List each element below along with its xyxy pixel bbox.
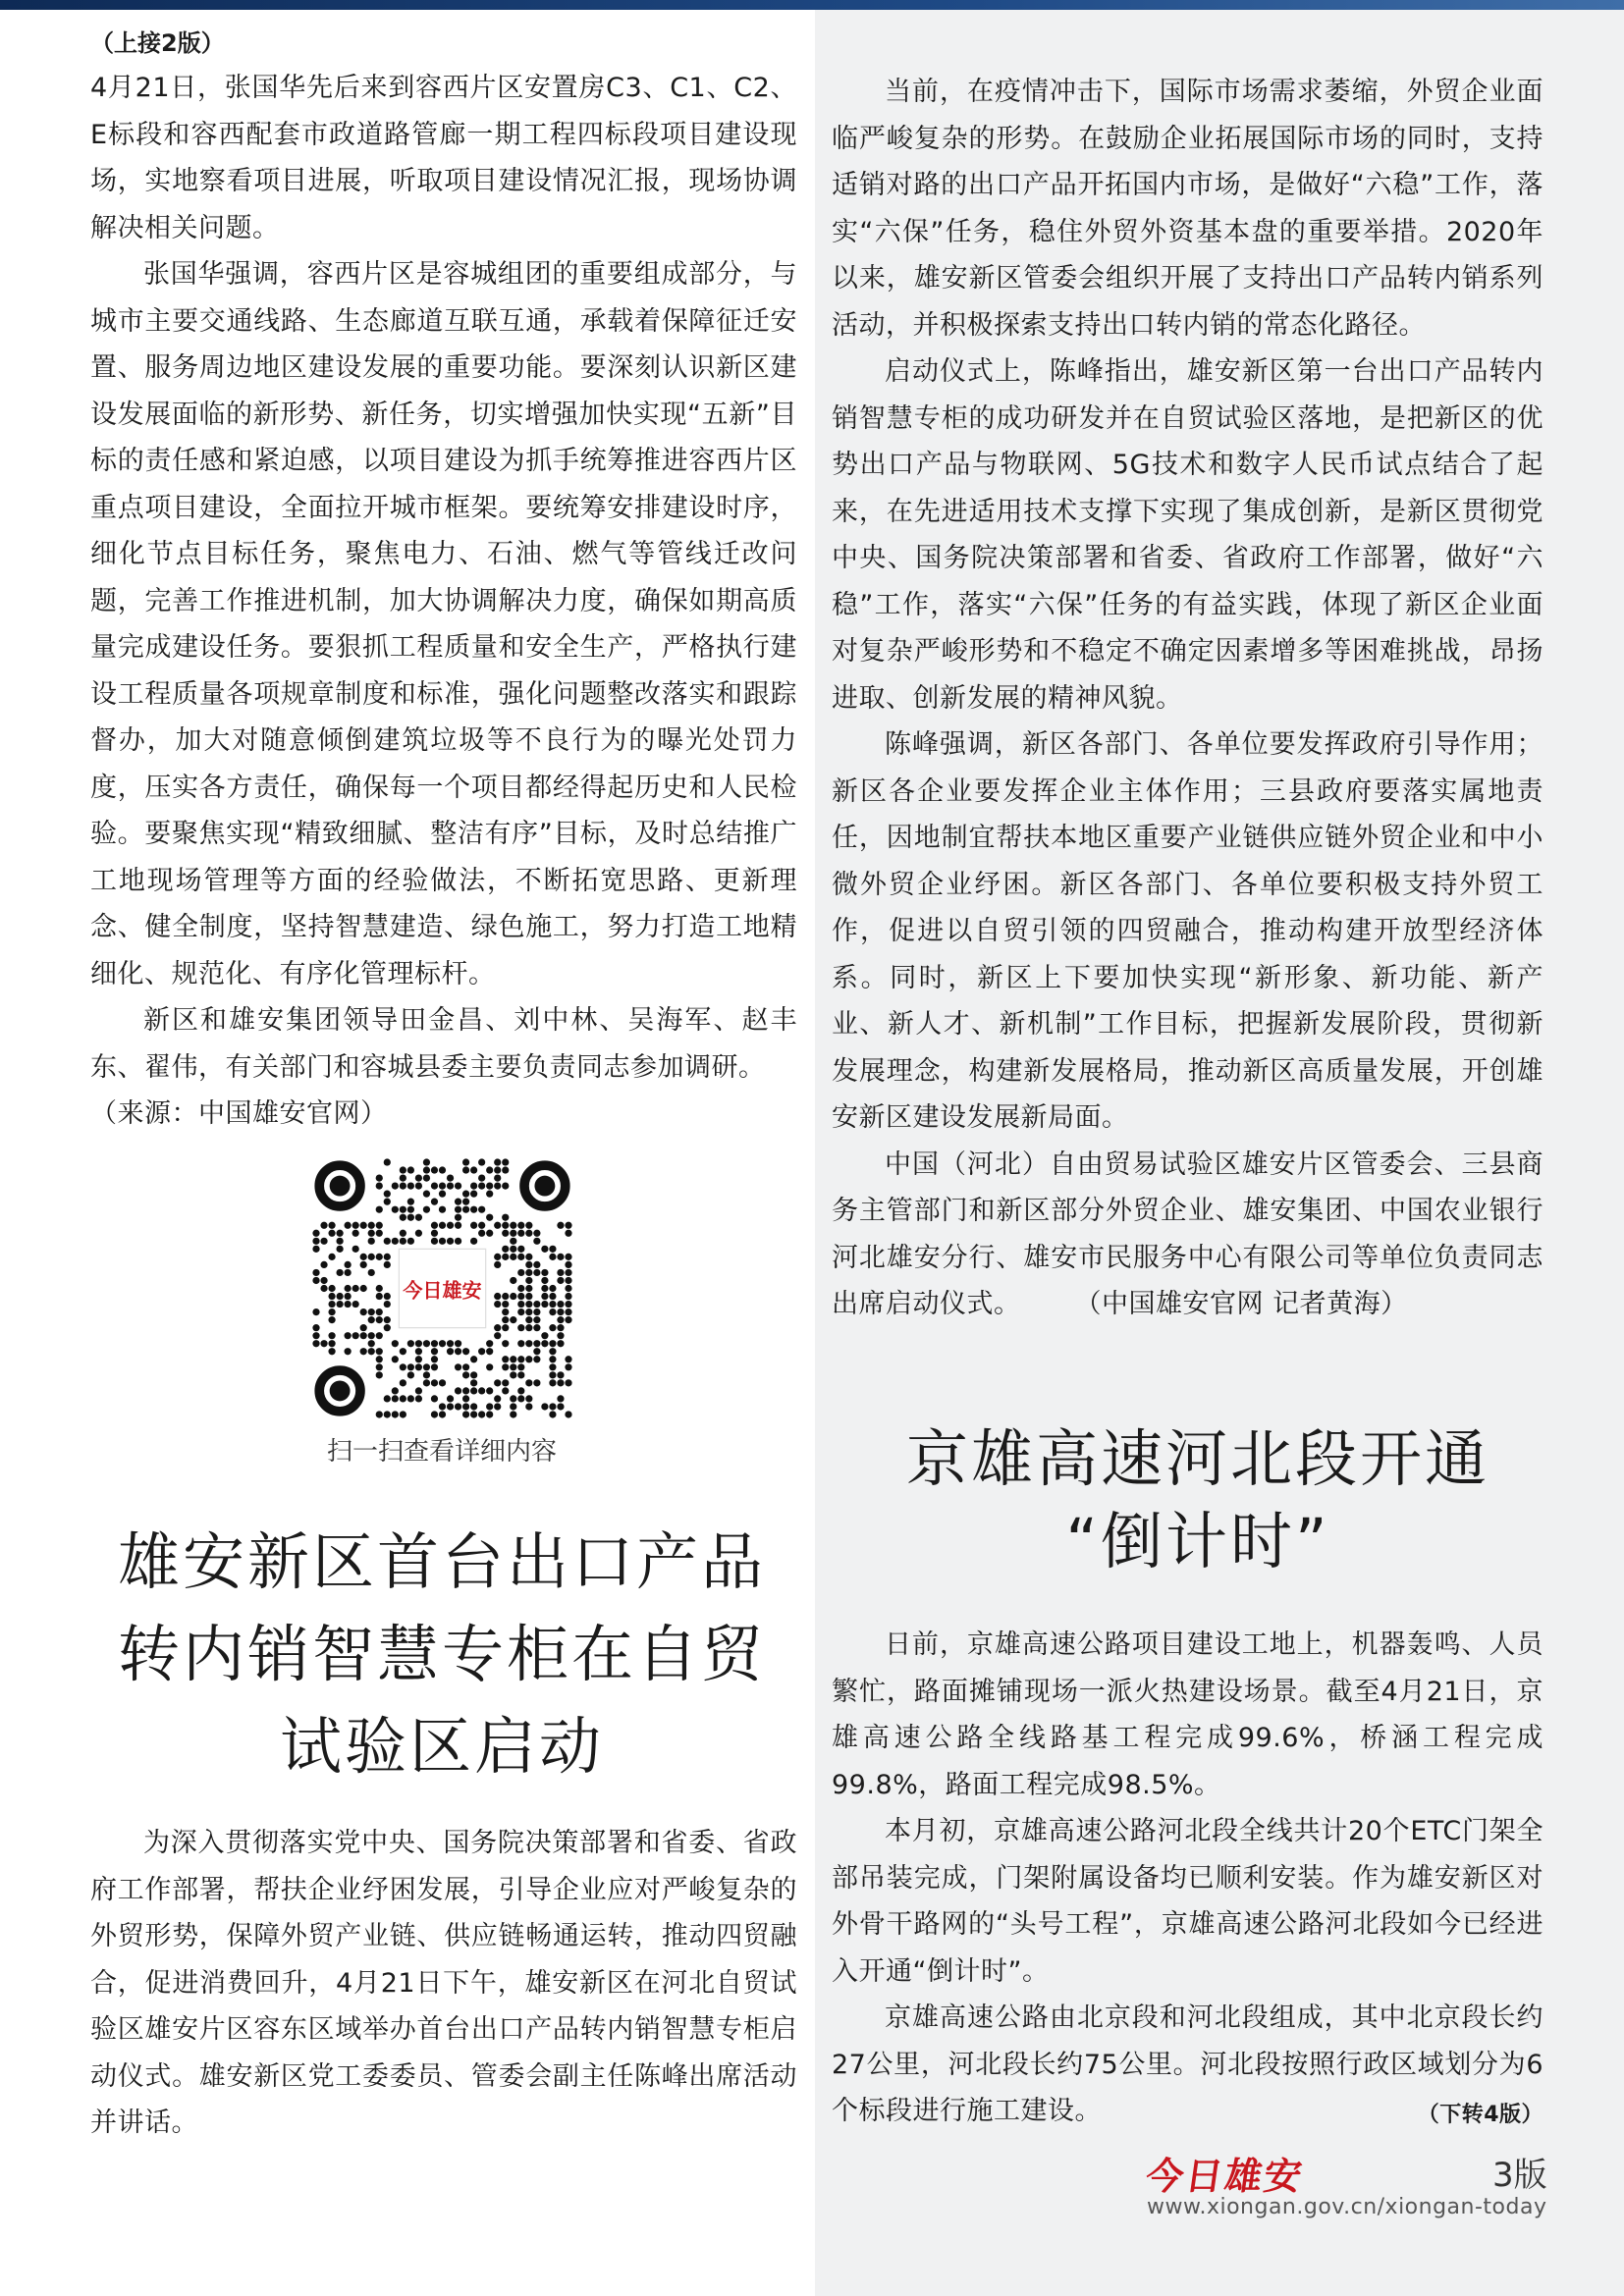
brand-logo: 今日雄安	[1143, 2154, 1307, 2198]
article1-paragraph: 张国华强调，容西片区是容城组团的重要组成部分，与城市主要交通线路、生态廊道互联互通，承载着保障征迁安置、服务周边地区建设发展的重要功能。要深刻认识新区建设发展面临的新形势、新任务，切实增强加快实现“五新”目标的责任感和紧迫感，以项目建设为抓手统筹推进容西片区重点项目建设，全面拉开城市框架。要统筹安排建设时序，细化节点目标任务，聚焦电力、石油、燃气等管线迁改问题，完善工作推进机制，加大协调解决力度，确保如期高质量完成建设任务。要狠抓工程质量和安全生产，严格执行建设工程质量各项规章制度和标准，强化问题整改落实和跟踪督办，加大对随意倾倒建筑垃圾等不良行为的曝光处罚力度，压实各方责任，确保每一个项目都经得起历史和人民检验。要聚焦实现“精致细腻、整洁有序”目标，及时总结推广工地现场管理等方面的经验做法，不断拓宽思路、更新理念、健全制度，坚持智慧建造、绿色施工，努力打造工地精细化、规范化、有序化管理标杆。	[90, 259, 797, 989]
article3-headline	[844, 1418, 1551, 1583]
qr-caption: 扫一扫查看详细内容	[326, 1437, 557, 1467]
article2-source: （中国雄安官网 记者黄海）	[1074, 1289, 1408, 1319]
qr-code-image	[312, 1158, 572, 1418]
article3-paragraph: 本月初，京雄高速公路河北段全线共计20个ETC门架全部吊装完成，门架附属设备均已顺利安装。作为雄安新区对外骨干路网的“头号工程”，京雄高速公路河北段如今已经进入开通“倒计时”。	[832, 1816, 1543, 1987]
headline-line: “倒计时”	[1065, 1506, 1330, 1577]
article2-body	[832, 69, 1543, 1328]
qr-code[interactable]	[312, 1158, 572, 1418]
continued-from-note: （上接2版）	[90, 29, 225, 57]
article2-intro	[90, 1820, 797, 2147]
site-url-link[interactable]: www.xiongan.gov.cn/xiongan-today	[1147, 2195, 1547, 2219]
article1-source: （来源：中国雄安官网）	[90, 1098, 388, 1129]
article3-paragraph: 日前，京雄高速公路项目建设工地上，机器轰鸣、人员繁忙，路面摊铺现场一派火热建设场景。截至4月21日，京雄高速公路全线路基工程完成99.6%，桥涵工程完成99.8%，路面工程完成98.5%。	[832, 1629, 1543, 1800]
article1-paragraph: 新区和雄安集团领导田金昌、刘中林、吴海军、赵丰东、翟伟，有关部门和容城县委主要负责同志参加调研。	[90, 1005, 797, 1083]
headline-line: 试验区启动	[280, 1711, 604, 1783]
headline-line: 转内销智慧专柜在自贸	[118, 1619, 766, 1690]
article2-paragraph	[832, 1142, 1543, 1328]
headline-line: 雄安新区首台出口产品	[118, 1526, 766, 1598]
headline-line: 京雄高速河北段开通	[906, 1423, 1489, 1495]
top-color-bar	[0, 0, 1624, 10]
article2-paragraph: 为深入贯彻落实党中央、国务院决策部署和省委、省政府工作部署，帮扶企业纾困发展，引导企业应对严峻复杂的外贸形势，保障外贸产业链、供应链畅通运转，推动四贸融合，促进消费回升，4月21日下午，雄安新区在河北自贸试验区雄安片区容东区域举办首台出口产品转内销智慧专柜启动仪式。雄安新区党工委委员、管委会副主任陈峰出席活动并讲话。	[90, 1828, 797, 2138]
continued-to-note: （下转4版）	[1417, 2103, 1543, 2127]
qr-center-logo: 今日雄安	[403, 1278, 482, 1303]
article2-paragraph: 启动仪式上，陈峰指出，雄安新区第一台出口产品转内销智慧专柜的成功研发并在自贸试验区落地，是把新区的优势出口产品与物联网、5G技术和数字人民币试点结合了起来，在先进适用技术支撑下实现了集成创新，是新区贯彻党中央、国务院决策部署和省委、省政府工作部署，做好“六稳”工作，落实“六保”任务的有益实践，体现了新区企业面对复杂严峻形势和不稳定不确定因素增多等困难挑战，昂扬进取、创新发展的精神风貌。	[832, 356, 1543, 714]
article3-body	[832, 1622, 1543, 2139]
page-number: 3版	[1492, 2156, 1547, 2195]
article3-last-text: 京雄高速公路由北京段和河北段组成，其中北京段长约27公里，河北段长约75公里。河北段按照行政区域划分为6个标段进行施工建设。	[832, 2002, 1543, 2126]
article2-headline	[79, 1517, 805, 1793]
article2-last-text: 中国（河北）自由贸易试验区雄安片区管委会、三县商务主管部门和新区部分外贸企业、雄安集团、中国农业银行河北雄安分行、雄安市民服务中心有限公司等单位负责同志出席启动仪式。	[832, 1148, 1543, 1319]
article1-body	[90, 65, 797, 1138]
article2-paragraph: 陈峰强调，新区各部门、各单位要发挥政府引导作用；新区各企业要发挥企业主体作用；三县政府要落实属地责任，因地制宜帮扶本地区重要产业链供应链外贸企业和中小微外贸企业纾困。新区各部门、各单位要积极支持外贸工作，促进以自贸引领的四贸融合，推动构建开放型经济体系。同时，新区上下要加快实现“新形象、新功能、新产业、新人才、新机制”工作目标，把握新发展阶段，贯彻新发展理念，构建新发展格局，推动新区高质量发展，开创雄安新区建设发展新局面。	[832, 729, 1543, 1133]
article3-paragraph	[832, 1995, 1543, 2135]
article1-paragraph: 4月21日，张国华先后来到容西片区安置房C3、C1、C2、E标段和容西配套市政道路管廊一期工程四标段项目建设现场，实地察看项目进展，听取项目建设情况汇报，现场协调解决相关问题。	[90, 73, 797, 243]
article2-paragraph: 当前，在疫情冲击下，国际市场需求萎缩，外贸企业面临严峻复杂的形势。在鼓励企业拓展国际市场的同时，支持适销对路的出口产品开拓国内市场，是做好“六稳”工作，落实“六保”任务，稳住外贸外资基本盘的重要举措。2020年以来，雄安新区管委会组织开展了支持出口产品转内销系列活动，并积极探索支持出口转内销的常态化路径。	[832, 77, 1543, 341]
